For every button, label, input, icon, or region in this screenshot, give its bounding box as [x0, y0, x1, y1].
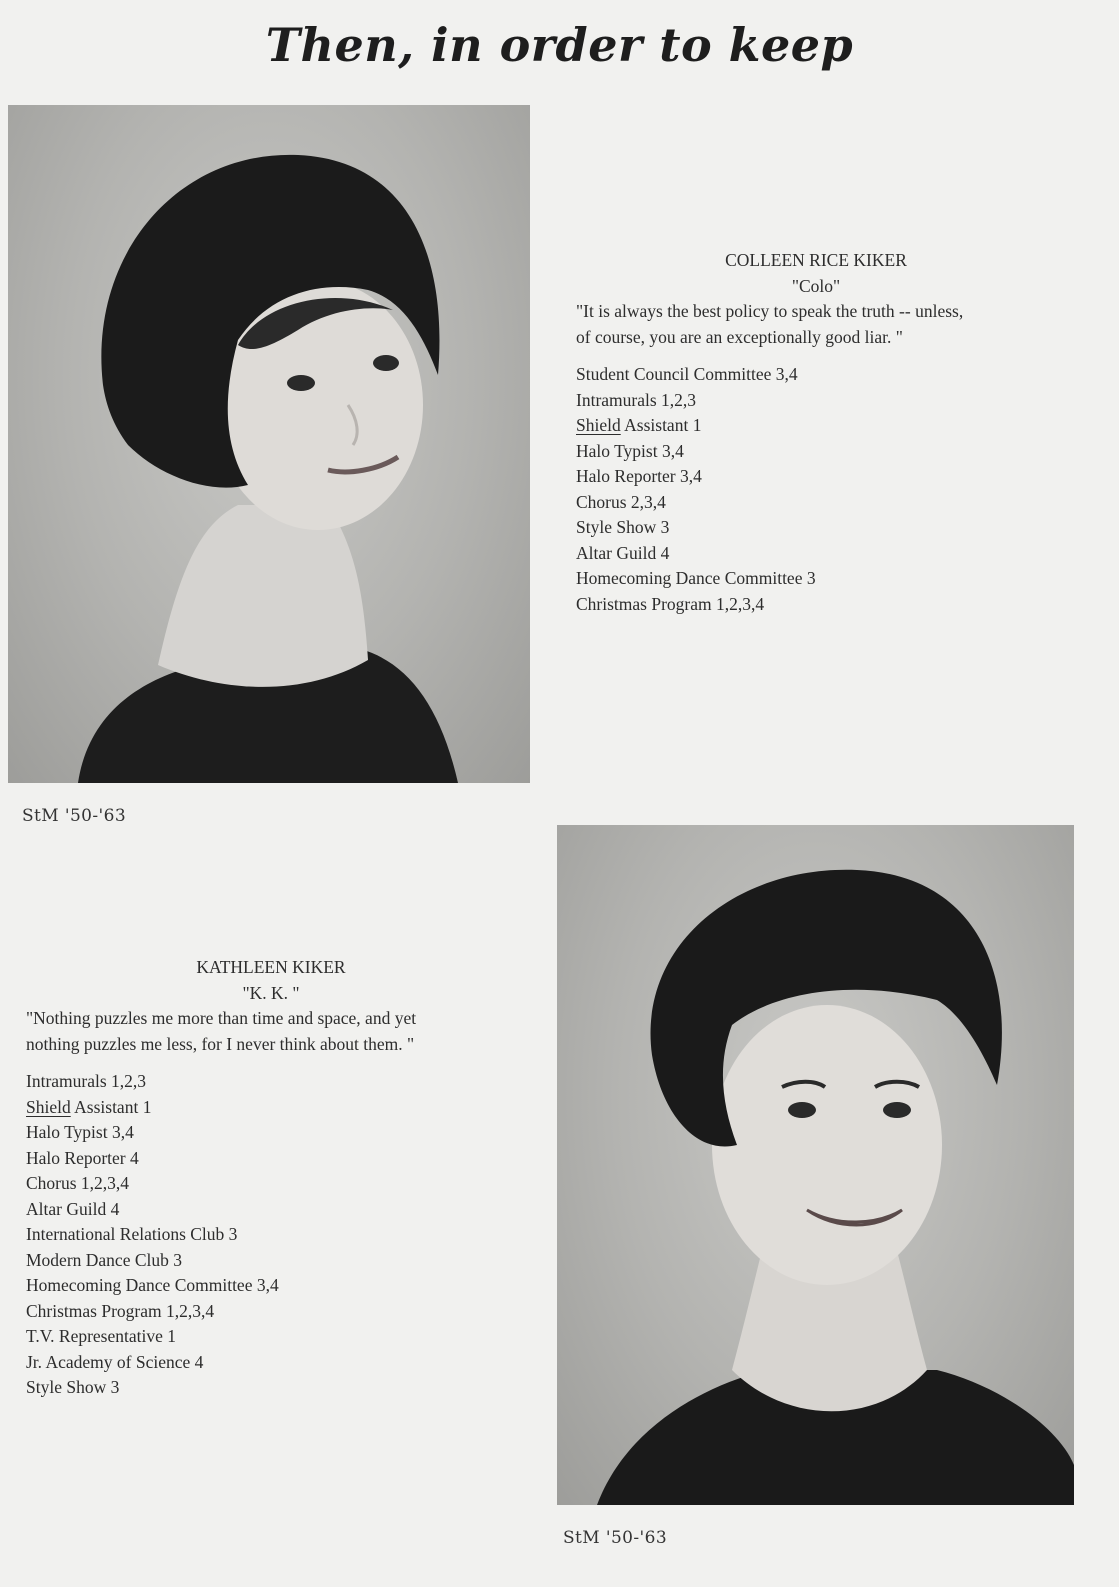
activity-item: Chorus 1,2,3,4 [26, 1173, 130, 1193]
student-name: KATHLEEN KIKER [196, 957, 346, 977]
activity-item: Halo Typist 3,4 [26, 1122, 134, 1142]
photo-caption: StM '50-'63 [22, 806, 127, 826]
student-nickname: "Colo" [791, 275, 841, 296]
activity-item: Style Show 3 [26, 1377, 120, 1397]
student-bio-kathleen [26, 955, 516, 1401]
activity-item: Intramurals 1,2,3 [576, 389, 697, 410]
activity-item: Halo Typist 3,4 [576, 440, 684, 461]
activity-item: Modern Dance Club 3 [26, 1249, 183, 1270]
student-bio-colleen [576, 248, 1056, 617]
student-nickname: "K. K. " [242, 982, 300, 1003]
portrait-kathleen [557, 825, 1074, 1505]
activity-item: Shield Assistant 1 [576, 415, 702, 435]
activity-list [576, 362, 1056, 617]
activity-item: Altar Guild 4 [26, 1198, 120, 1219]
activity-list [26, 1069, 516, 1401]
activity-item: Shield Assistant 1 [26, 1096, 152, 1117]
activity-item: T.V. Representative 1 [26, 1326, 177, 1346]
activity-item: Christmas Program 1,2,3,4 [576, 593, 765, 614]
photo-caption: StM '50-'63 [563, 1528, 668, 1548]
portrait-colleen [8, 105, 530, 783]
activity-item: Jr. Academy of Science 4 [26, 1351, 204, 1372]
activity-item: Homecoming Dance Committee 3,4 [26, 1275, 279, 1295]
page-heading: Then, in order to keep [265, 18, 854, 72]
activity-item: Altar Guild 4 [576, 542, 670, 563]
activity-item: Halo Reporter 3,4 [576, 466, 702, 486]
activity-item: Student Council Committee 3,4 [576, 364, 798, 384]
student-name: COLLEEN RICE KIKER [725, 250, 907, 270]
activity-item: Style Show 3 [576, 517, 670, 537]
activity-item: Homecoming Dance Committee 3 [576, 568, 816, 588]
activity-item: Halo Reporter 4 [26, 1147, 139, 1168]
activity-item: Chorus 2,3,4 [576, 491, 666, 512]
activity-item: Christmas Program 1,2,3,4 [26, 1300, 215, 1321]
student-quote: "It is always the best policy to speak the truth -- unless, of course, you are an exceptionally good liar. " [576, 301, 964, 347]
activity-item: International Relations Club 3 [26, 1224, 238, 1244]
student-quote: "Nothing puzzles me more than time and space, and yet nothing puzzles me less, for I never think about them. " [26, 1008, 417, 1054]
activity-item: Intramurals 1,2,3 [26, 1071, 147, 1091]
